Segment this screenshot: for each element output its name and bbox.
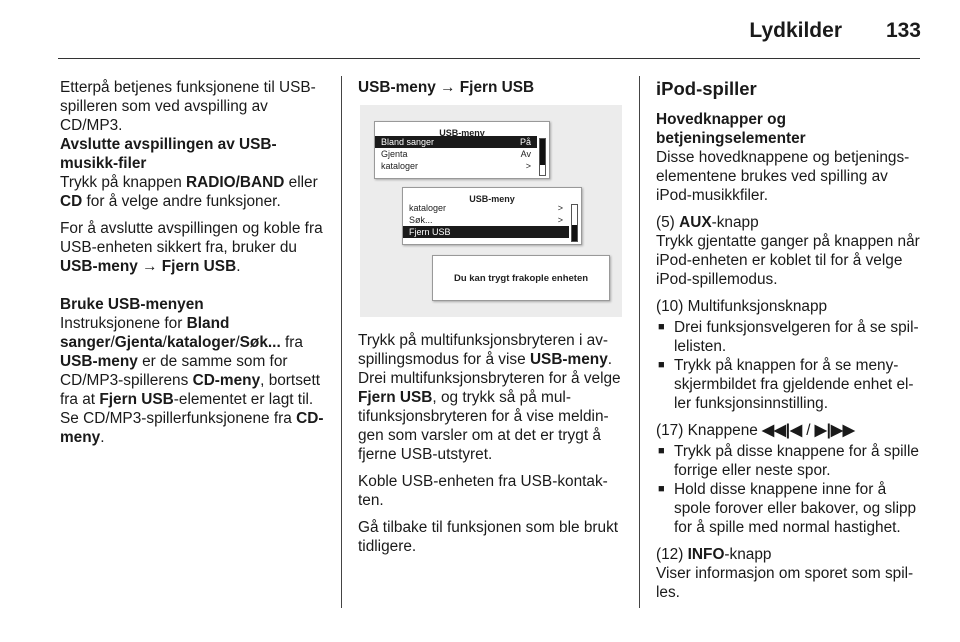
column-divider-1 — [341, 76, 342, 608]
bullet-item: ■ Trykk på disse knappene for å spille forrige eller neste spor. — [656, 442, 920, 480]
section-heading-ipod: iPod-spiller — [656, 78, 757, 99]
section-heading-menu: Bruke USB-menyen — [60, 296, 204, 313]
paragraph-radio-band: Trykk på knappen RADIO/BAND eller CD for å velge andre funksjoner. — [60, 174, 318, 210]
menu-row: Fjern USB — [403, 226, 569, 238]
page-number: 133 — [885, 19, 921, 42]
intro-paragraph: Etterpå betjenes funksjonene til USB-spilleren som ved avspilling av CD/MP3. — [60, 79, 316, 134]
bullet-item: ■ Hold disse knappene inne for å spole forover eller bakover, og slipp for å spille med normal hastighet. — [656, 480, 920, 537]
menu-row: Bland sanger På — [375, 136, 537, 148]
scrollbar — [539, 138, 546, 176]
subheading-controls: Hovedknapper og betjeningselementer — [656, 111, 806, 147]
screen-title: USB-meny — [469, 194, 515, 204]
menu-row: kataloger > — [381, 161, 531, 171]
screen-title: USB-meny — [439, 128, 485, 138]
label-aux-button: (5) AUX-knapp — [656, 214, 759, 231]
paragraph-disconnect: Koble USB-enheten fra USB-kontak-ten. — [358, 473, 608, 509]
usb-menu-figure — [360, 105, 622, 317]
screen-usb-menu-2 — [402, 187, 582, 245]
section-heading-stop: Avslutte avspillingen av USB-musikk-filer — [60, 136, 277, 172]
paragraph-aux: Trykk gjentatte ganger på knappen når iPod-enheten er koblet til for å velge iPod-spillemodus. — [656, 233, 920, 288]
column-divider-2 — [639, 76, 640, 608]
label-skip-buttons: (17) Knappene ◀◀|◀ / ▶|▶▶ — [656, 422, 855, 439]
paragraph-info: Viser informasjon om sporet som spil-les. — [656, 565, 914, 601]
menu-row: Gjenta Av — [381, 149, 531, 159]
column-2 — [358, 78, 624, 564]
paragraph-controls-intro: Disse hovedknappene og betjenings-elementene brukes ved spilling av iPod-musikkfiler. — [656, 149, 910, 204]
scrollbar — [571, 204, 578, 242]
paragraph-menu-instructions: Instruksjonene for Bland sanger/Gjenta/kataloger/Søk... fra USB-meny er de samme som for CD/MP3-spillerens CD-meny, bortsett fra at Fjern USB-elementet er lagt til. Se CD/MP3-spillerfunksjonene fra CD-meny. — [60, 315, 324, 446]
menu-row: Søk... > — [409, 215, 563, 225]
section-heading-usb-menu: USB-meny → Fjern USB — [358, 79, 535, 96]
label-multifunction: (10) Multifunksjonsknapp — [656, 298, 828, 315]
bullet-item: ■ Drei funksjonsvelgeren for å se spil-lelisten. — [656, 318, 920, 356]
page-header — [0, 0, 960, 60]
paragraph-remove-usb: For å avslutte avspillingen og koble fra USB-enheten sikkert fra, bruker du USB-meny → Fjern USB. — [60, 220, 323, 275]
screen-usb-menu-1 — [374, 121, 550, 179]
menu-row: kataloger > — [409, 203, 563, 213]
paragraph-usb-steps: Trykk på multifunksjonsbryteren i av-spillingsmodus for å vise USB-meny. Drei multifunksjonsbryteren for å velge Fjern USB, og trykk så på mul-tifunksjonsbryteren for å vise meldin-gen som varsler om at det er trygt å fjerne USB-utstyret. — [358, 332, 621, 463]
column-3 — [656, 78, 920, 610]
paragraph-return: Gå tilbake til funksjonen som ble brukt tidligere. — [358, 519, 619, 555]
header-rule — [58, 58, 920, 59]
bullet-item: ■ Trykk på knappen for å se meny-skjermbildet fra gjeldende enhet el-ler funksjonsinnstilling. — [656, 356, 920, 413]
screen-safe-remove-message: Du kan trygt frakople enheten — [432, 255, 610, 301]
column-1 — [60, 78, 326, 455]
label-info-button: (12) INFO-knapp — [656, 546, 772, 563]
header-title: Lydkilder — [749, 19, 842, 42]
